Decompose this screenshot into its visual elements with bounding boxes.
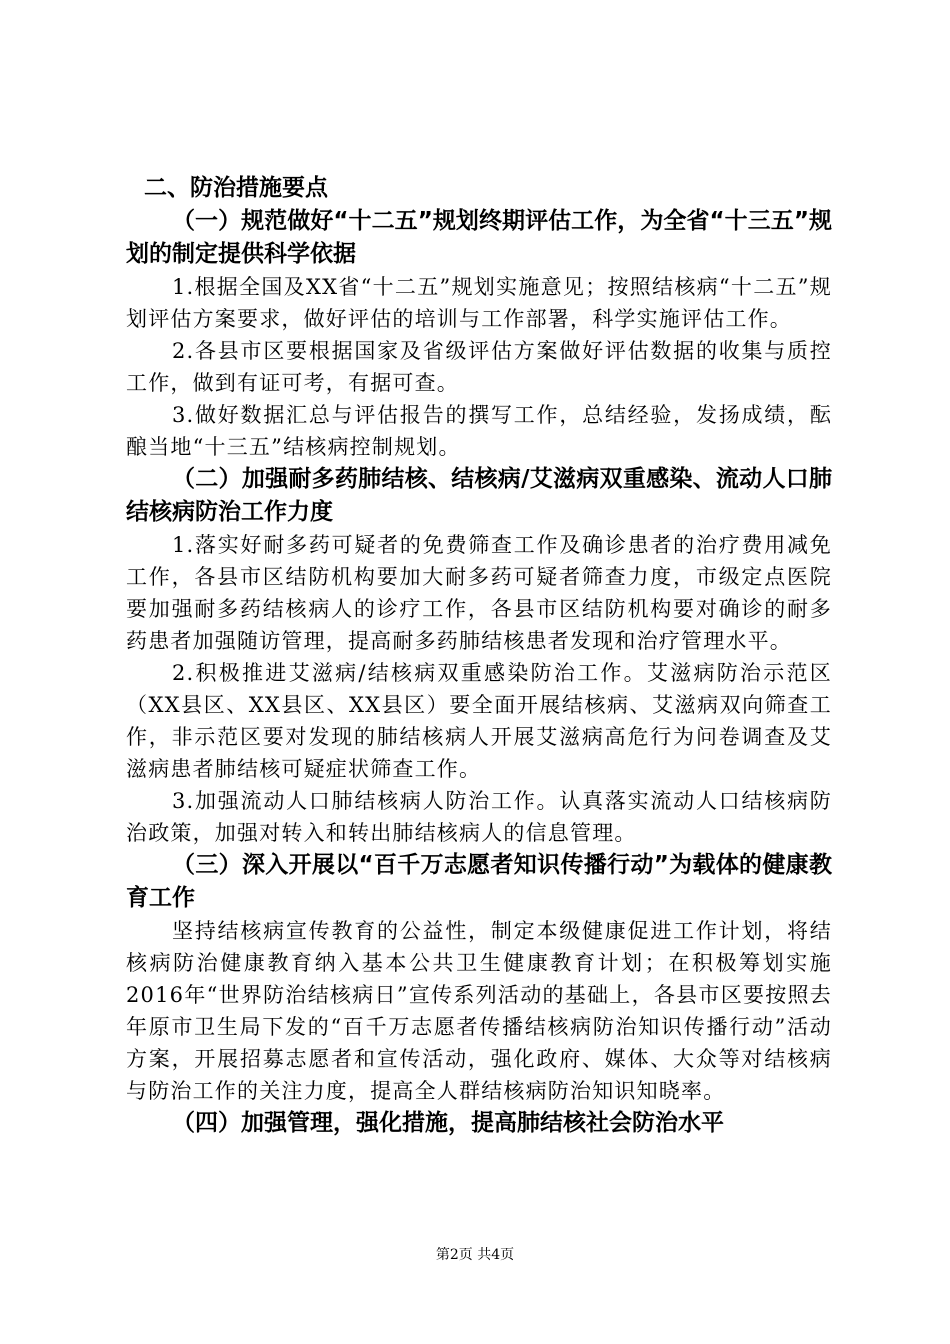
paragraph: 3.做好数据汇总与评估报告的撰写工作，总结经验，发扬成绩，酝酿当地“十三五”结核病控制规划。: [126, 403, 832, 459]
paragraph: 1.落实好耐多药可疑者的免费筛查工作及确诊患者的治疗费用减免工作，各县市区结防机构要加大耐多药可疑者筛查力度，市级定点医院要加强耐多药结核病人的诊疗工作，各县市区结防机构要对确诊的耐多药患者加强随访管理，提高耐多药肺结核患者发现和治疗管理水平。: [126, 533, 832, 653]
page-footer: 第2页 共4页: [435, 1247, 515, 1263]
paragraph: 3.加强流动人口肺结核病人防治工作。认真落实流动人口结核病防治政策，加强对转入和转出肺结核病人的信息管理。: [126, 789, 832, 845]
document-body: [126, 172, 832, 1140]
subsection-heading-2: （二）加强耐多药肺结核、结核病/艾滋病双重感染、流动人口肺结核病防治工作力度: [126, 466, 832, 525]
paragraph: 坚持结核病宣传教育的公益性，制定本级健康促进工作计划，将结核病防治健康教育纳入基本公共卫生健康教育计划；在积极筹划实施2016年“世界防治结核病日”宣传系列活动的基础上，各县市区要按照去年原市卫生局下发的“百千万志愿者传播结核病防治知识传播行动”活动方案，开展招募志愿者和宣传活动，强化政府、媒体、大众等对结核病与防治工作的关注力度，提高全人群结核病防治知识知晓率。: [126, 919, 832, 1103]
paragraph: 2.积极推进艾滋病/结核病双重感染防治工作。艾滋病防治示范区（XX县区、XX县区、XX县区）要全面开展结核病、艾滋病双向筛查工作，非示范区要对发现的肺结核病人开展艾滋病高危行为问卷调查及艾滋病患者肺结核可疑症状筛查工作。: [126, 661, 832, 781]
section-title: 二、防治措施要点: [144, 175, 328, 201]
paragraph: 2.各县市区要根据国家及省级评估方案做好评估数据的收集与质控工作，做到有证可考，有据可查。: [126, 339, 832, 395]
subsection-heading-3: （三）深入开展以“百千万志愿者知识传播行动”为载体的健康教育工作: [126, 852, 832, 911]
paragraph: 1.根据全国及XX省“十二五”规划实施意见；按照结核病“十二五”规划评估方案要求，做好评估的培训与工作部署，科学实施评估工作。: [126, 275, 832, 331]
subsection-heading-4: （四）加强管理，强化措施，提高肺结核社会防治水平: [172, 1110, 724, 1136]
subsection-heading-1: （一）规范做好“十二五”规划终期评估工作，为全省“十三五”规划的制定提供科学依据: [126, 208, 832, 267]
